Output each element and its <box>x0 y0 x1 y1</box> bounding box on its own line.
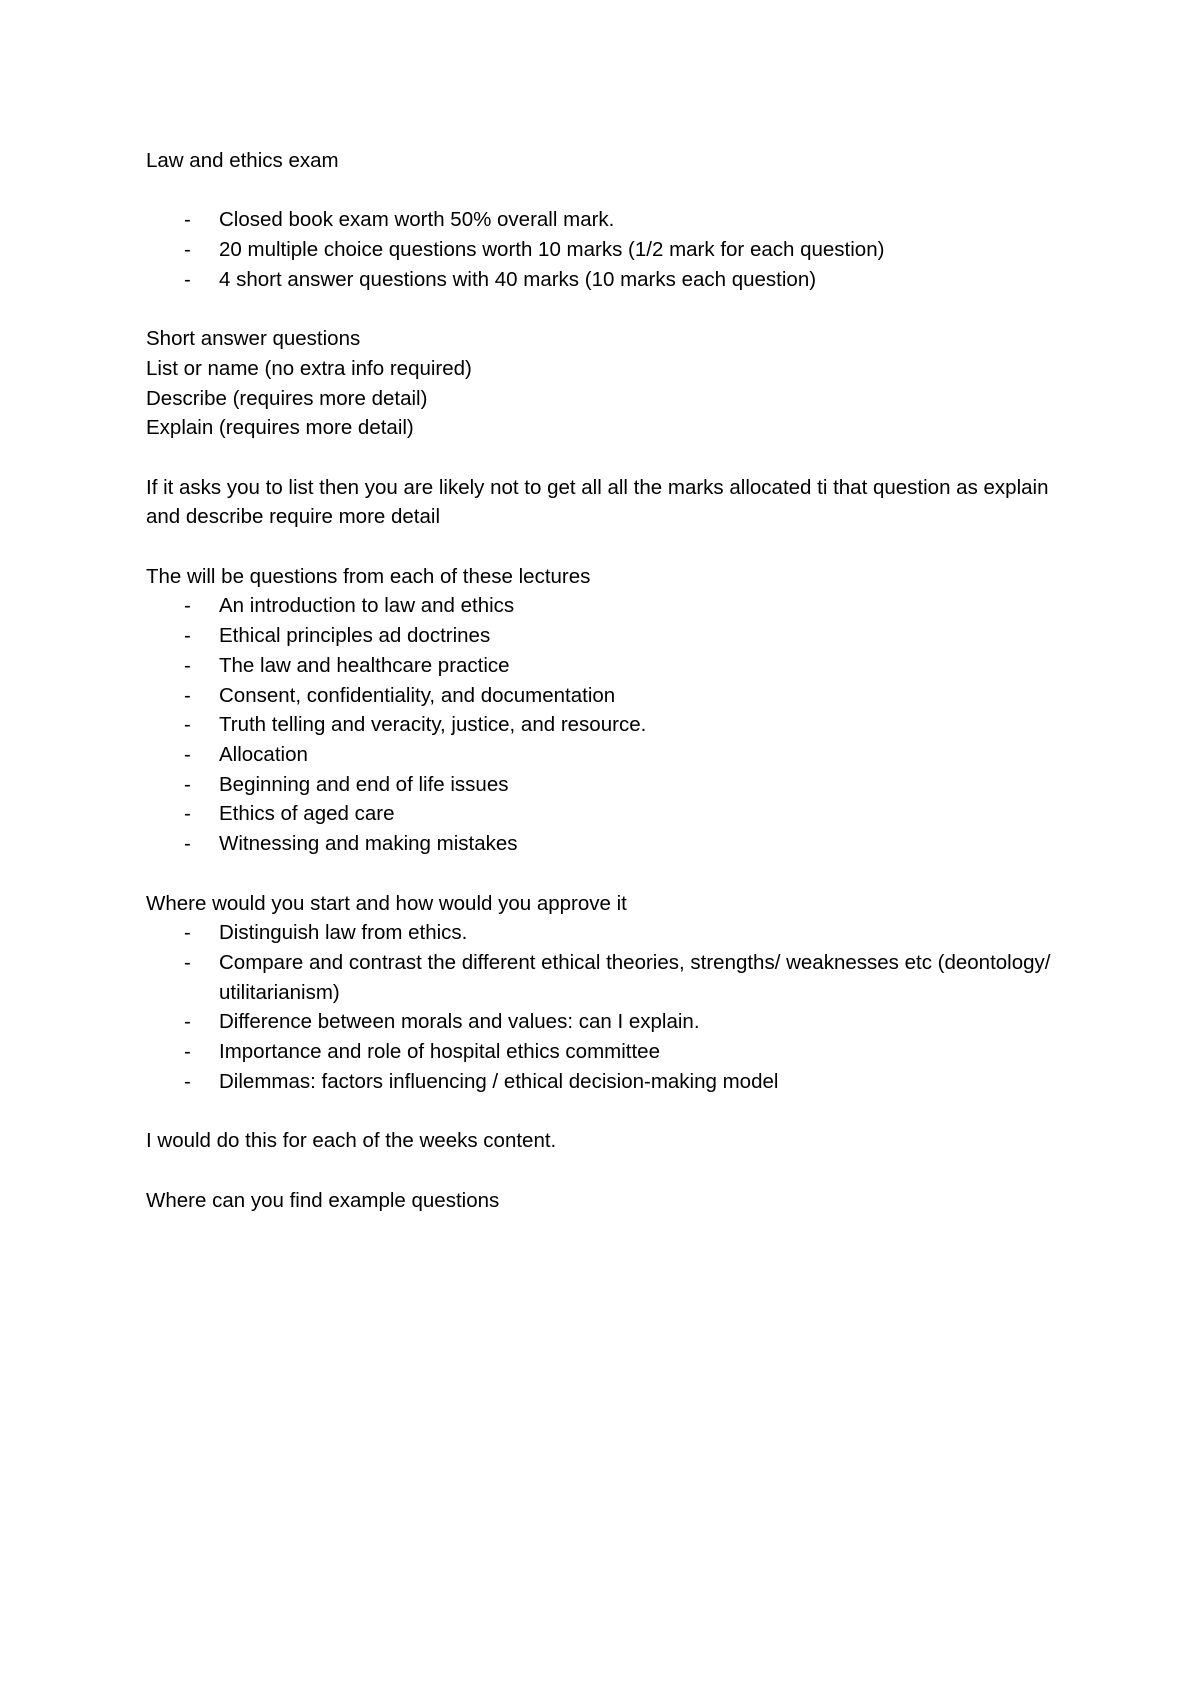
short-answer-line: Describe (requires more detail) <box>146 386 428 410</box>
dash-bullet: - <box>184 594 191 618</box>
list-item: - Truth telling and veracity, justice, and resource. <box>146 710 1086 740</box>
list-item: - Difference between morals and values: can I explain. <box>146 1007 1086 1037</box>
list-item: - Beginning and end of life issues <box>146 770 1086 800</box>
spacer <box>146 859 1086 889</box>
list-item: - Ethics of aged care <box>146 799 1086 829</box>
dash-bullet: - <box>184 832 191 856</box>
dash-bullet: - <box>184 267 191 291</box>
list-note-paragraph: If it asks you to list then you are likely not to get all all the marks allocated ti that question as explain and describe require more detail <box>146 475 1049 529</box>
exam-details-list <box>146 205 1086 294</box>
dash-bullet: - <box>184 921 191 945</box>
list-item: - Witnessing and making mistakes <box>146 829 1086 859</box>
dash-bullet: - <box>184 743 191 766</box>
list-item: - Ethical principles ad doctrines <box>146 621 1086 651</box>
spacer <box>146 176 1086 206</box>
approach-list <box>146 918 1086 1096</box>
spacer <box>146 1156 1086 1186</box>
spacer <box>146 1096 1086 1126</box>
approach-heading: Where would you start and how would you approve it <box>146 891 627 915</box>
short-answer-line: List or name (no extra info required) <box>146 356 472 380</box>
short-answer-heading: Short answer questions <box>146 327 361 351</box>
spacer <box>146 443 1086 473</box>
list-item: - Compare and contrast the different ethical theories, strengths/ weaknesses etc (deontology/ utilitarianism) <box>146 948 1086 1007</box>
dash-bullet: - <box>184 653 191 677</box>
list-item: - Dilemmas: factors influencing / ethical decision-making model <box>146 1067 1086 1097</box>
short-answer-line: Explain (requires more detail) <box>146 416 414 440</box>
dash-bullet: - <box>184 772 191 796</box>
weekly-note: I would do this for each of the weeks content. <box>146 1129 557 1153</box>
dash-bullet: - <box>184 1010 191 1034</box>
lectures-list <box>146 591 1086 858</box>
document-title: Law and ethics exam <box>146 149 339 172</box>
list-item: - The law and healthcare practice <box>146 651 1086 681</box>
list-item: - Importance and role of hospital ethics committee <box>146 1037 1086 1067</box>
dash-bullet: - <box>184 238 191 262</box>
list-item: - 20 multiple choice questions worth 10 marks (1/2 mark for each question) <box>146 235 1086 265</box>
dash-bullet: - <box>184 683 191 707</box>
lectures-heading: The will be questions from each of these lectures <box>146 564 591 588</box>
list-item: - Allocation <box>146 740 1086 770</box>
list-item: - An introduction to law and ethics <box>146 591 1086 621</box>
dash-bullet: - <box>184 624 191 648</box>
dash-bullet: - <box>184 1040 191 1064</box>
dash-bullet: - <box>184 1069 191 1093</box>
list-item: - 4 short answer questions with 40 marks (10 marks each question) <box>146 265 1086 295</box>
dash-bullet: - <box>184 713 191 737</box>
example-questions-line: Where can you find example questions <box>146 1188 500 1212</box>
dash-bullet: - <box>184 802 191 826</box>
list-item: - Closed book exam worth 50% overall mark. <box>146 205 1086 235</box>
list-item: - Consent, confidentiality, and documentation <box>146 681 1086 711</box>
spacer <box>146 532 1086 562</box>
dash-bullet: - <box>184 208 191 232</box>
dash-bullet: - <box>184 950 191 974</box>
document-page <box>146 146 1086 1215</box>
spacer <box>146 295 1086 325</box>
list-item: - Distinguish law from ethics. <box>146 918 1086 948</box>
